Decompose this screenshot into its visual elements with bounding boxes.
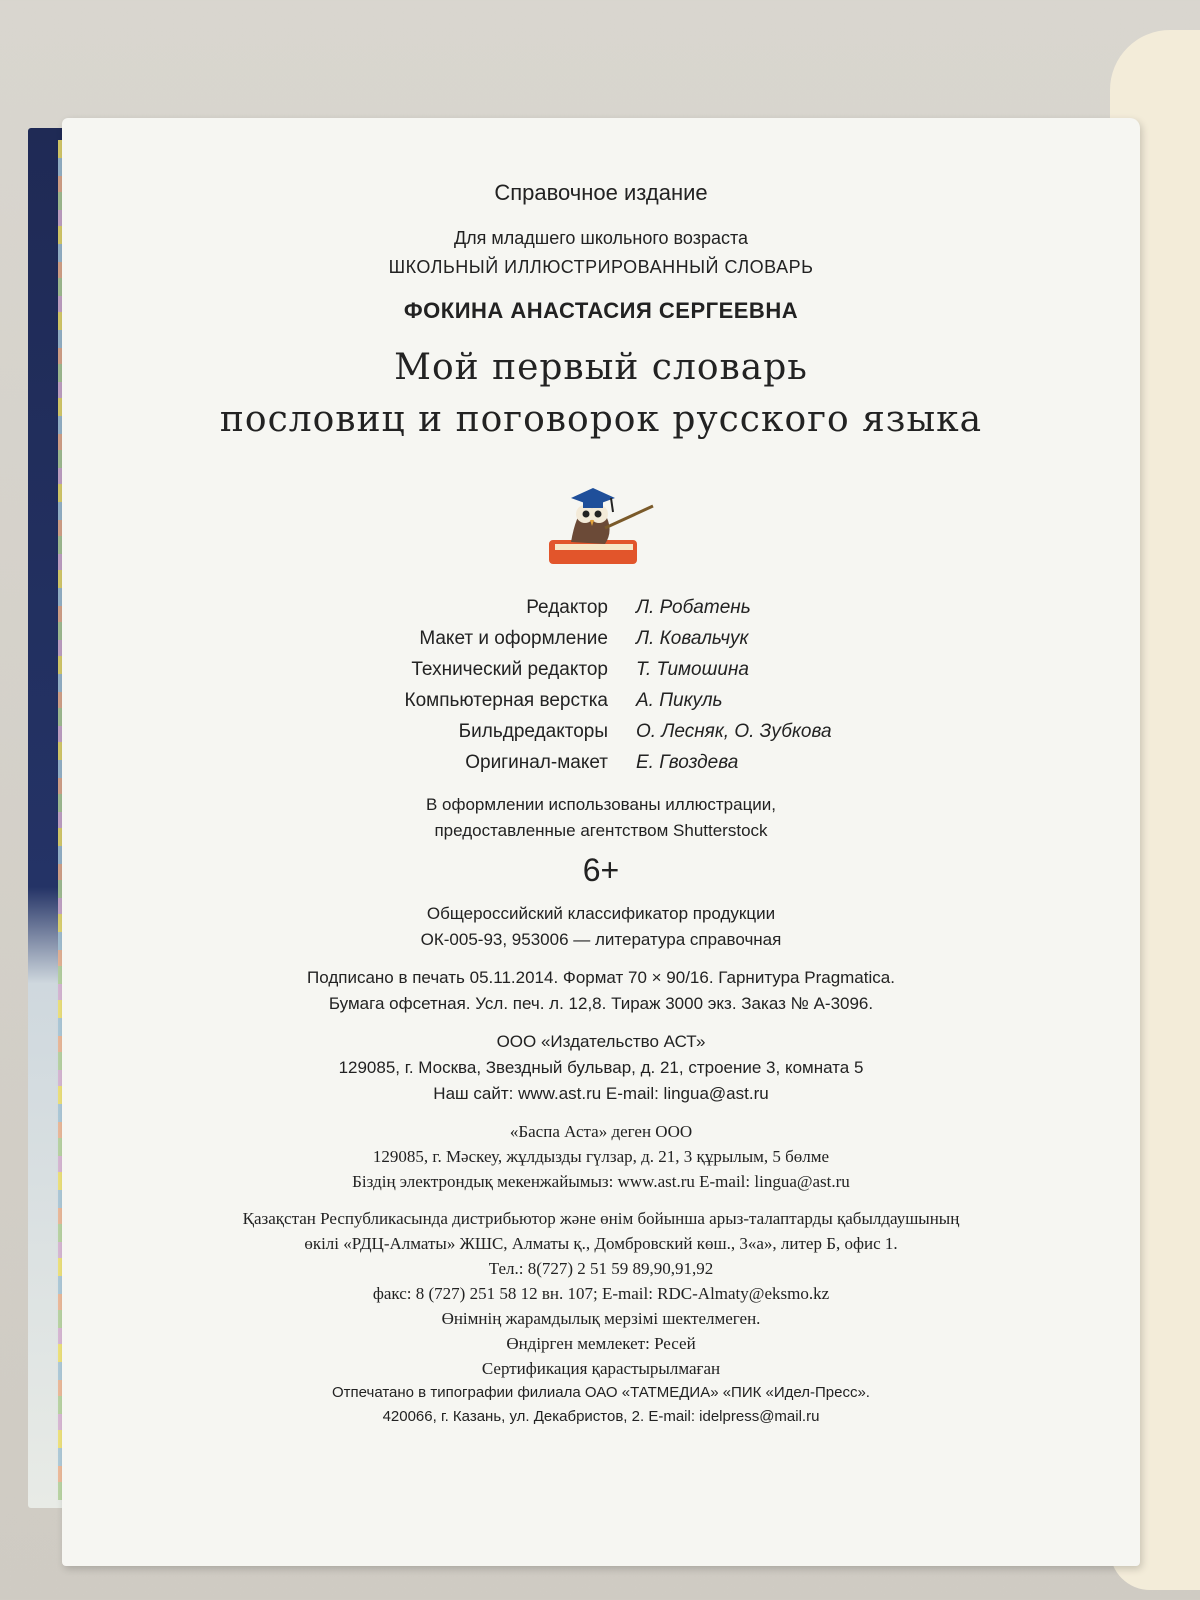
credit-name: Л. Ковальчук bbox=[636, 628, 749, 649]
credits-list bbox=[62, 594, 1140, 776]
credit-name: О. Лесняк, О. Зубкова bbox=[636, 721, 832, 742]
title-line-2: пословиц и поговорок русского языка bbox=[219, 399, 983, 440]
printer-line-1: Отпечатано в типографии филиала ОАО «ТАТМЕДИА» «ПИК «Идел-Пресс». bbox=[332, 1384, 870, 1401]
printer-line-2: 420066, г. Казань, ул. Декабристов, 2. E-mail: idelpress@mail.ru bbox=[382, 1408, 820, 1425]
publisher-info bbox=[62, 1029, 1140, 1107]
credit-role: Технический редактор bbox=[411, 659, 608, 680]
publisher-kz-name: «Баспа Аста» деген ООО bbox=[509, 1122, 693, 1141]
publisher-kz-site: Біздің электрондық мекенжайымыз: www.ast.ru E-mail: lingua@ast.ru bbox=[352, 1172, 850, 1191]
credit-name: Т. Тимошина bbox=[636, 659, 749, 680]
book-title bbox=[62, 342, 1140, 446]
publisher-site: Наш сайт: www.ast.ru E-mail: lingua@ast.ru bbox=[433, 1084, 769, 1103]
credit-name: Л. Робатень bbox=[636, 597, 751, 618]
distributor-line-2: өкілі «РДЦ-Алматы» ЖШС, Алматы қ., Домбровский көш., 3«а», литер Б, офис 1. bbox=[304, 1234, 898, 1253]
title-line-1: Мой первый словарь bbox=[394, 347, 808, 388]
imprint-content bbox=[62, 180, 1140, 1429]
printer-info bbox=[62, 1381, 1140, 1429]
distributor-fax: факс: 8 (727) 251 58 12 вн. 107; E-mail: RDC-Almaty@eksmo.kz bbox=[372, 1284, 830, 1303]
publisher-info-kz bbox=[62, 1119, 1140, 1194]
credit-role: Оригинал-макет bbox=[465, 752, 608, 773]
publisher-name: ООО «Издательство АСТ» bbox=[496, 1032, 706, 1051]
publisher-kz-address: 129085, г. Мәскеу, жұлдызды гүлзар, д. 21, 3 құрылым, 5 бөлме bbox=[372, 1147, 830, 1166]
illustration-note-line-2: предоставленные агентством Shutterstock bbox=[434, 821, 768, 840]
distributor-line-1: Қазақстан Республикасында дистрибьютор және өнім бойынша арыз-талаптарды қабылдаушының bbox=[242, 1209, 960, 1228]
publisher-address: 129085, г. Москва, Звездный бульвар, д. 21, строение 3, комната 5 bbox=[338, 1058, 864, 1077]
credit-role: Компьютерная верстка bbox=[404, 690, 608, 711]
distributor-info bbox=[62, 1206, 1140, 1381]
country-of-origin: Өндірген мемлекет: Ресей bbox=[506, 1334, 696, 1353]
classifier-line-1: Общероссийский классификатор продукции bbox=[426, 904, 776, 923]
credit-role: Бильдредакторы bbox=[458, 721, 608, 742]
print-info-line-2: Бумага офсетная. Усл. печ. л. 12,8. Тираж 3000 экз. Заказ № А-3096. bbox=[328, 994, 874, 1013]
credit-name: А. Пикуль bbox=[636, 690, 723, 711]
classifier-line-2: ОК-005-93, 953006 — литература справочная bbox=[420, 930, 782, 949]
edition-type: Справочное издание bbox=[494, 180, 708, 205]
credit-name: Е. Гвоздева bbox=[636, 752, 739, 773]
distributor-tel: Тел.: 8(727) 2 51 59 89,90,91,92 bbox=[488, 1259, 714, 1278]
classifier bbox=[62, 901, 1140, 953]
shelf-life: Өнімнің жарамдылық мерзімі шектелмеген. bbox=[441, 1309, 761, 1328]
series-name: ШКОЛЬНЫЙ ИЛЛЮСТРИРОВАННЫЙ СЛОВАРЬ bbox=[388, 257, 814, 277]
credit-role: Макет и оформление bbox=[419, 628, 608, 649]
print-info-line-1: Подписано в печать 05.11.2014. Формат 70 × 90/16. Гарнитура Pragmatica. bbox=[307, 968, 895, 987]
imprint-page bbox=[62, 118, 1140, 1566]
credit-role: Редактор bbox=[526, 597, 608, 618]
illustration-note bbox=[62, 792, 1140, 844]
age-group: Для младшего школьного возраста bbox=[453, 228, 749, 248]
print-info bbox=[62, 965, 1140, 1017]
illustration-note-line-1: В оформлении использованы иллюстрации, bbox=[425, 795, 777, 814]
age-rating: 6+ bbox=[582, 852, 620, 888]
author-name: ФОКИНА АНАСТАСИЯ СЕРГЕЕВНА bbox=[403, 298, 799, 323]
certification: Сертификация қарастырылмаған bbox=[481, 1359, 721, 1378]
owl-mascot-icon bbox=[541, 462, 661, 574]
